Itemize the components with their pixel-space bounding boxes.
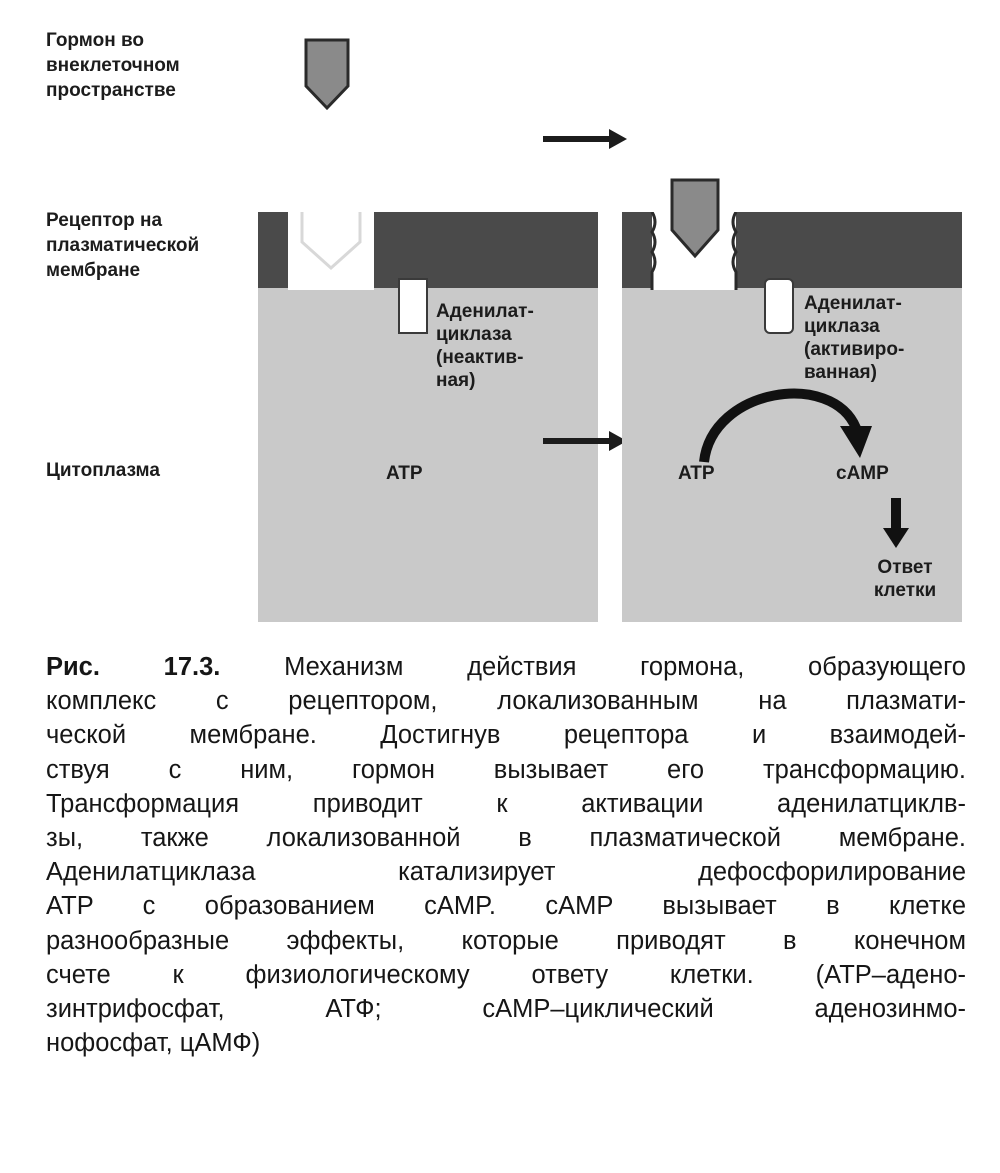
caption-line: Аденилатциклаза катализирует дефосфорилирование (46, 858, 966, 887)
caption-line: разнообразные эффекты, которые приводят в конечном (46, 926, 966, 955)
response-label-line: клетки (873, 580, 937, 601)
caption-line (46, 650, 966, 684)
cyclase-label-line: ная) (436, 370, 476, 391)
caption-line: ческой мембране. Достигнув рецептора и взаимодей- (46, 721, 966, 750)
caption-line: зы, также локализованной в плазматической мембране. (46, 824, 966, 853)
middle-arrow-icon (543, 428, 629, 454)
bound-hormone-icon (668, 176, 722, 260)
adenylate-cyclase-active (764, 278, 794, 334)
cyclase-label-line: циклаза (436, 324, 512, 345)
atp-label: ATP (678, 463, 715, 484)
caption-line: Трансформация приводит к активации аденилатциклв- (46, 789, 966, 818)
receptor-label-line: Рецептор на (46, 210, 163, 231)
top-arrow-icon (543, 126, 629, 152)
hormone-space-label (46, 28, 261, 103)
cyclase-label-line: ванная) (804, 362, 877, 383)
hormone-icon (302, 36, 352, 112)
cyclase-label-line: (неактив- (436, 347, 524, 368)
cyclase-label-line: Аденилат- (436, 301, 534, 322)
caption-line: нофосфат, цАМФ) (46, 1029, 261, 1058)
response-arrow-icon (881, 498, 911, 550)
receptor-icon (288, 212, 374, 290)
receptor-label (46, 208, 261, 283)
receptor-label-line: плазматической (46, 235, 200, 256)
right-panel (622, 212, 962, 622)
cyclase-label-line: циклаза (804, 316, 880, 337)
caption-line-text: Механизм действия гормона, образующего (284, 653, 966, 681)
hormone-space-label-line: Гормон во (46, 30, 144, 51)
atp-label: ATP (386, 463, 423, 484)
caption-line: счете к физиологическому ответу клетки. (ATP–адено- (46, 960, 966, 989)
caption-line: ствуя с ним, гормон вызывает его трансформацию. (46, 755, 966, 784)
hormone-space-label-line: внеклеточном (46, 55, 180, 76)
caption-line: зинтрифосфат, АТФ; cAMP–циклический аденозинмо- (46, 995, 966, 1024)
response-label-line: Ответ (877, 557, 933, 578)
camp-label: cAMP (836, 463, 889, 484)
response-label (855, 556, 955, 602)
cyclase-label-line: (активиро- (804, 339, 905, 360)
cyclase-label-line: Аденилат- (804, 293, 902, 314)
figure-caption (46, 650, 966, 1060)
caption-line: ATP с образованием cAMP. cAMP вызывает в клетке (46, 892, 966, 921)
left-panel (258, 212, 598, 622)
caption-line: комплекс с рецептором, локализованным на плазмати- (46, 687, 966, 716)
catalysis-arrow-icon (682, 370, 882, 470)
adenylate-cyclase (398, 278, 428, 334)
cytoplasm-label: Цитоплазма (46, 460, 160, 481)
cyclase-label (436, 300, 534, 392)
figure-label: Рис. 17.3. (46, 653, 221, 681)
hormone-space-label-line: пространстве (46, 80, 176, 101)
receptor-label-line: мембране (46, 260, 141, 281)
